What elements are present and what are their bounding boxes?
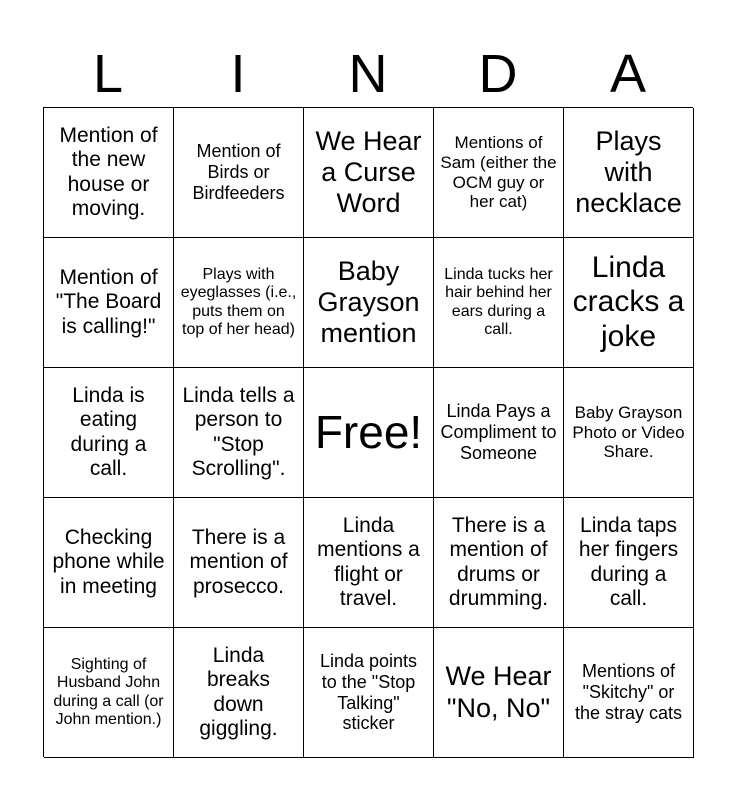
bingo-cell-r3c4[interactable]: Linda Pays a Compliment to Someone [434,368,564,498]
bingo-cell-r3c2[interactable]: Linda tells a person to "Stop Scrolling". [174,368,304,498]
bingo-cell-r3c1[interactable]: Linda is eating during a call. [44,368,174,498]
bingo-cell-r2c5[interactable]: Linda cracks a joke [564,238,694,368]
header-letter-a: A [609,44,647,104]
bingo-cell-r2c2[interactable]: Plays with eyeglasses (i.e., puts them on top of her head) [174,238,304,368]
bingo-cell-r4c4[interactable]: There is a mention of drums or drumming. [434,498,564,628]
header-letter-d: D [478,44,518,104]
bingo-cell-r5c2[interactable]: Linda breaks down giggling. [174,628,304,758]
bingo-cell-r4c5[interactable]: Linda taps her fingers during a call. [564,498,694,628]
bingo-cell-r4c2[interactable]: There is a mention of prosecco. [174,498,304,628]
bingo-cell-r2c3[interactable]: Baby Grayson mention [304,238,434,368]
bingo-cell-r4c3[interactable]: Linda mentions a flight or travel. [304,498,434,628]
header-letter-l: L [92,44,124,104]
header-letter-n: N [348,44,388,104]
bingo-cell-r1c5[interactable]: Plays with necklace [564,108,694,238]
bingo-grid [43,107,693,757]
bingo-cell-r5c4[interactable]: We Hear "No, No" [434,628,564,758]
header-letter-i: I [230,44,246,104]
bingo-cell-free[interactable]: Free! [304,368,434,498]
bingo-cell-r3c5[interactable]: Baby Grayson Photo or Video Share. [564,368,694,498]
bingo-cell-r5c3[interactable]: Linda points to the "Stop Talking" sticker [304,628,434,758]
bingo-cell-r1c3[interactable]: We Hear a Curse Word [304,108,434,238]
bingo-cell-r5c5[interactable]: Mentions of "Skitchy" or the stray cats [564,628,694,758]
bingo-cell-r1c2[interactable]: Mention of Birds or Birdfeeders [174,108,304,238]
bingo-cell-r2c4[interactable]: Linda tucks her hair behind her ears during a call. [434,238,564,368]
bingo-cell-r1c4[interactable]: Mentions of Sam (either the OCM guy or her cat) [434,108,564,238]
bingo-header [43,40,693,108]
bingo-cell-r5c1[interactable]: Sighting of Husband John during a call (or John mention.) [44,628,174,758]
bingo-cell-r2c1[interactable]: Mention of "The Board is calling!" [44,238,174,368]
bingo-cell-r4c1[interactable]: Checking phone while in meeting [44,498,174,628]
bingo-cell-r1c1[interactable]: Mention of the new house or moving. [44,108,174,238]
